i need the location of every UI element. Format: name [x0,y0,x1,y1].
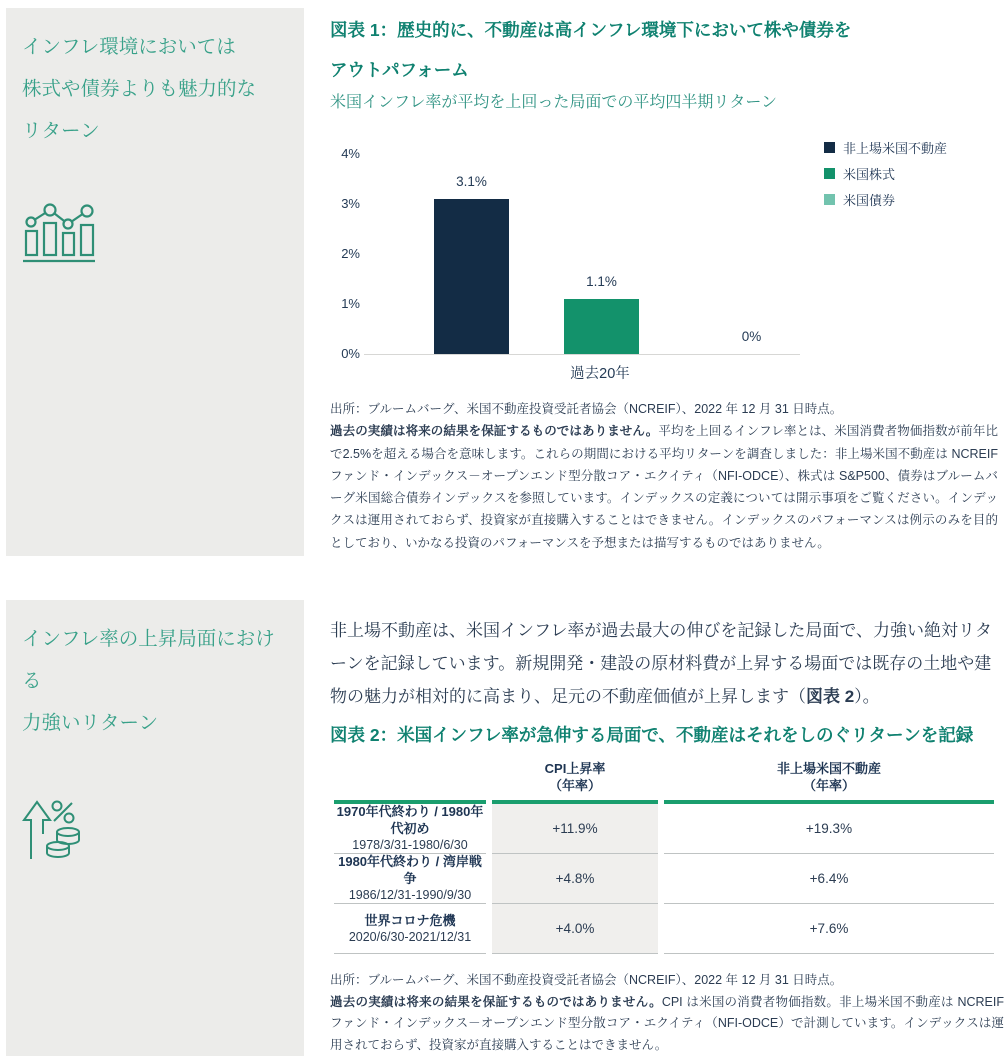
legend-swatch-green [824,168,835,179]
table-header-cpi: CPI上昇率 （年率） [544,761,606,793]
legend-item [824,138,947,157]
figure2-title: 図表 2：米国インフレ率が急伸する局面で、不動産はそれをしのぐリターンを記録 [330,725,974,745]
y-axis-tick: 1% [341,296,360,311]
figure1-source-note [330,398,998,554]
source-line: 出所：ブルームバーグ、米国不動産投資受託者協会（NCREIF）、2022 年 12 月 31 日時点。 [330,402,843,416]
callout-text-line: リターン [22,120,100,142]
figure2-table [334,756,994,954]
callout-inflation-returns [6,8,304,556]
legend-label: 非上場米国不動産 [843,141,948,156]
callout-rising-inflation-returns [6,600,304,1056]
bar-chart-trend-icon [22,198,288,269]
callout-text-line: インフレ率の上昇局面における [22,628,275,692]
arrow-up-percent-coins-icon [22,790,288,867]
bar-chart [330,138,998,390]
table-header-real-estate: 非上場米国不動産 （年率） [776,761,881,793]
figure2-section [330,614,1004,1064]
figure1-subtitle: 米国インフレ率が平均を上回った局面での平均四半期リターン [330,94,778,111]
disclaimer-rest: CPI は米国の消費者物価指数。非上場米国不動産は NCREIF ファンド・インデックス－オープンエンド型分散コア・エクイティ（NFI-ODCE）で計測しています。インデックスは運用されておらず、投資家が直接購入することはできません。 [330,994,1004,1052]
callout-text-line: 力強いリターン [22,712,159,734]
bar-value-label: 0% [741,329,762,344]
figure1-title-line2: アウトパフォーム [330,60,469,80]
bar-value-label: 3.1% [456,174,487,189]
bar-us-equities [564,299,639,354]
table-header-empty [334,756,486,800]
disclaimer [330,420,998,554]
y-axis-tick: 3% [341,196,360,211]
table-cell-real-estate: +7.6% [664,904,994,954]
x-axis-category-label: 過去20年 [570,366,630,382]
disclaimer-rest: 平均を上回るインフレ率とは、米国消費者物価指数が前年比で2.5%を超える場合を意味します。これらの期間における平均リターンを調査しました：非上場米国不動産は NCREIF ファンド・インデックス－オープンエンド型分散コア・エクイティ（NFI-ODCE）、株式は S&P500、債券はブルームバーグ米国総合債券インデックスを参照しています。インデックスの定義については開示事項をご覧ください。インデックスは運用されておらず、投資家が直接購入することはできません。インデックスのパフォーマンスは例示のみを目的としており、いかなる投資のパフォーマンスを予想または描写するものではありません。 [330,424,998,550]
chart-legend [824,138,947,216]
table-cell-real-estate: +6.4% [664,854,994,904]
table-row-label: 1980年代終わり / 湾岸戦争 1986/12/31-1990/9/30 [334,854,486,904]
source-line: 出所：ブルームバーグ、米国不動産投資受託者協会（NCREIF）、2022 年 12 月 31 日時点。 [330,973,843,987]
legend-swatch-light-teal [824,194,835,205]
callout-text-line: 株式や債券よりも魅力的な [22,78,257,100]
legend-item [824,190,947,209]
figure2-source-note [330,970,1004,1056]
disclaimer-bold: 過去の実績は将来の結果を保証するものではありません。 [330,994,662,1009]
disclaimer-bold: 過去の実績は将来の結果を保証するものではありません。 [330,424,659,439]
disclaimer [330,992,1004,1057]
bar-private-us-real-estate [434,199,509,354]
callout-text-line: インフレ環境においては [22,36,236,58]
body-paragraph [330,614,1002,713]
table-row-label: 1970年代終わり / 1980年代初め 1978/3/31-1980/6/30 [334,804,486,854]
figure1-title-line1: 図表 1：歴史的に、不動産は高インフレ環境下において株や債券を [330,20,852,40]
legend-label: 米国債券 [843,193,896,208]
y-axis-tick: 4% [341,146,360,161]
y-axis-tick: 2% [341,246,360,261]
table-cell-cpi: +4.0% [492,904,658,954]
paragraph-text: 非上場不動産は、米国インフレ率が過去最大の伸びを記録した局面で、力強い絶対リターンを記録しています。新規開発・建設の原材料費が上昇する場面では既存の土地や建物の魅力が相対的に高まり、足元の不動産価値が上昇します（ [330,621,992,706]
figure1-section [330,10,998,590]
table-cell-real-estate: +19.3% [664,804,994,854]
figure1-title [330,10,998,90]
legend-item [824,164,947,183]
table-cell-cpi: +4.8% [492,854,658,904]
x-axis-line [364,354,800,355]
y-axis-tick: 0% [341,346,360,361]
table-cell-cpi: +11.9% [492,804,658,854]
legend-swatch-navy [824,142,835,153]
paragraph-text: ）。 [854,687,880,706]
legend-label: 米国株式 [843,167,896,182]
paragraph-bold-ref: 図表 2 [806,687,855,706]
bar-value-label: 1.1% [586,274,617,289]
table-row-label: 世界コロナ危機 2020/6/30-2021/12/31 [334,904,486,954]
